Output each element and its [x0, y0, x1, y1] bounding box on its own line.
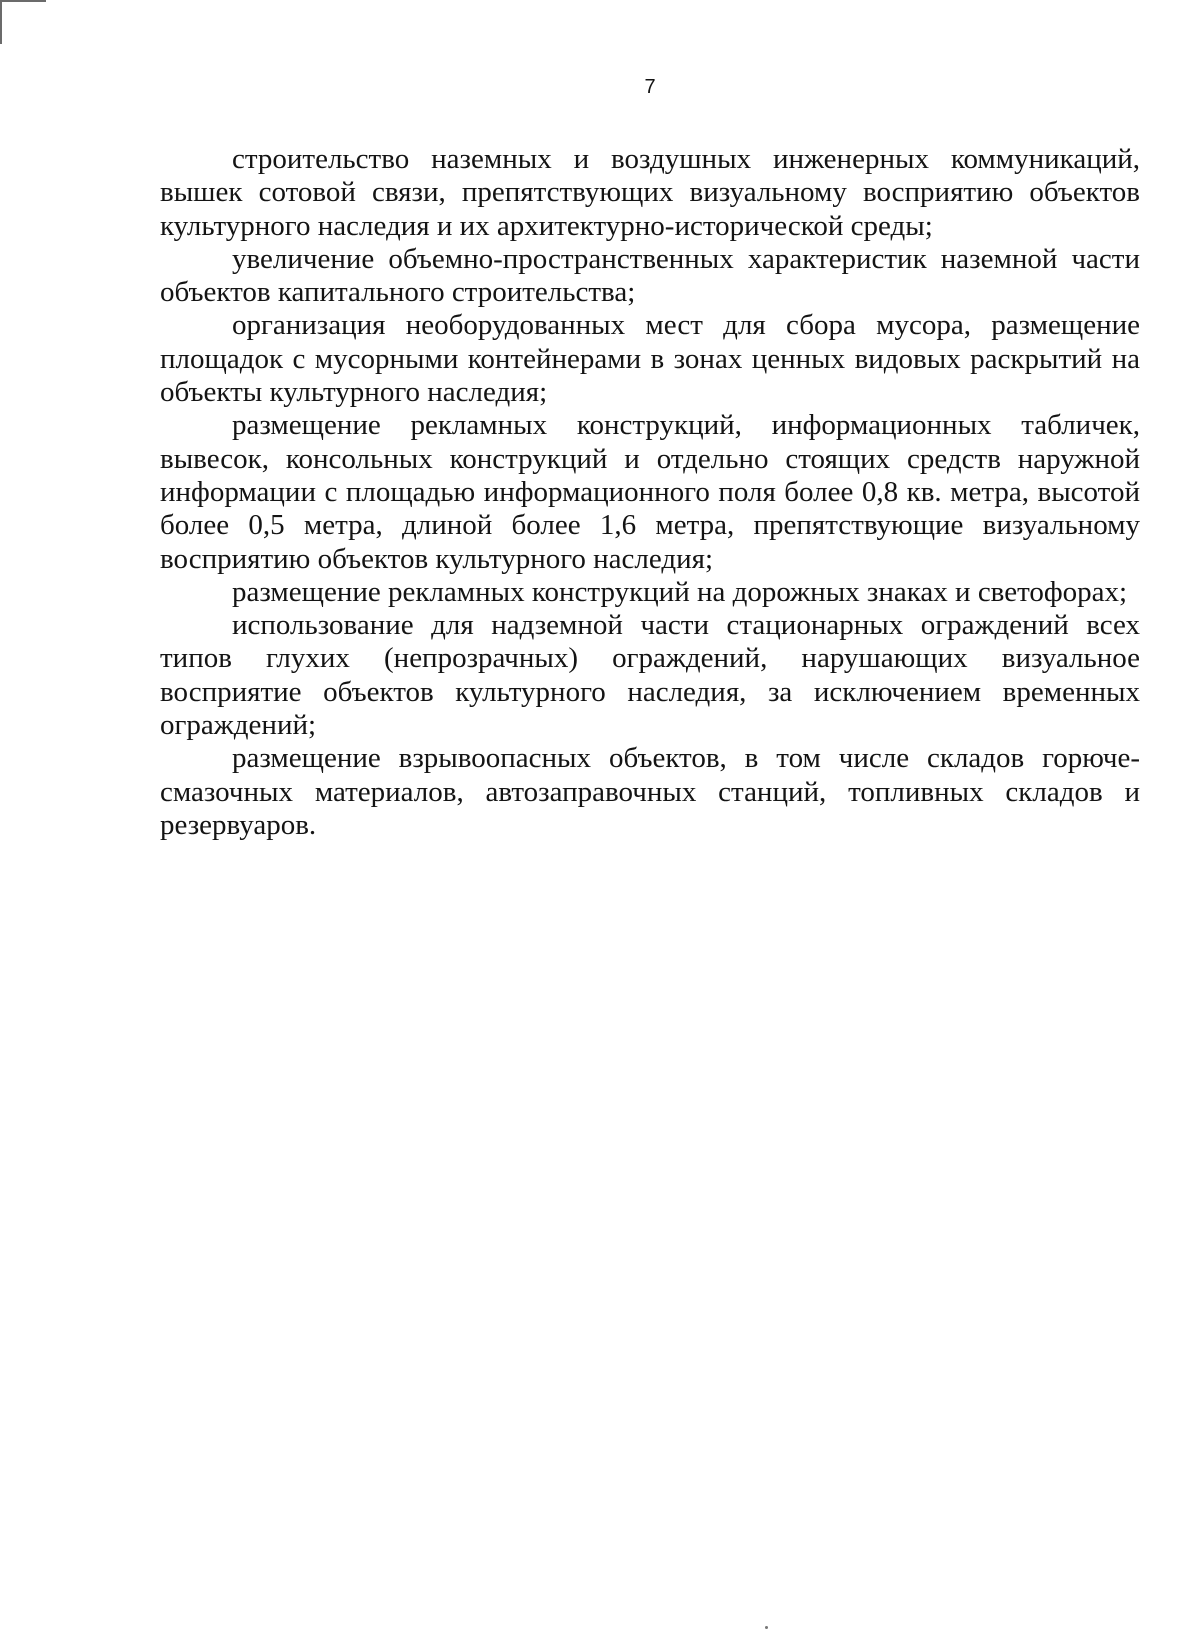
- paragraph: размещение рекламных конструкций на дорожных знаках и светофорах;: [232, 575, 1128, 608]
- document-body: [160, 143, 1140, 842]
- paragraph: строительство наземных и воздушных инженерных коммуникаций, вышек сотовой связи, препятствующих визуальному восприятию объектов культурного наследия и их архитектурно-исторической среды;: [160, 143, 1140, 242]
- scan-speck: [765, 1626, 768, 1629]
- paragraph: организация необорудованных мест для сбора мусора, размещение площадок с мусорными контейнерами в зонах ценных видовых раскрытий на объекты культурного наследия;: [160, 309, 1140, 409]
- paragraph: размещение рекламных конструкций, информационных табличек, вывесок, консольных конструкций и отдельно стоящих средств наружной информации с площадью информационного поля более 0,8 кв. метра, высотой более 0,5 метра, длиной более 1,6 метра, препятствующие визуальному восприятию объектов культурного наследия;: [160, 409, 1140, 575]
- paragraph: увеличение объемно-пространственных характеристик наземной части объектов капитального строительства;: [160, 242, 1140, 309]
- paragraph: использование для надземной части стационарных ограждений всех типов глухих (непрозрачных) ограждений, нарушающих визуальное восприятие объектов культурного наследия, за исключением временных ограждений;: [160, 609, 1140, 742]
- page-number: 7: [644, 76, 656, 98]
- paragraph: размещение взрывоопасных объектов, в том числе складов горюче-смазочных материалов, автозаправочных станций, топливных складов и резервуаров.: [160, 742, 1140, 841]
- scan-corner-mark: [0, 0, 46, 44]
